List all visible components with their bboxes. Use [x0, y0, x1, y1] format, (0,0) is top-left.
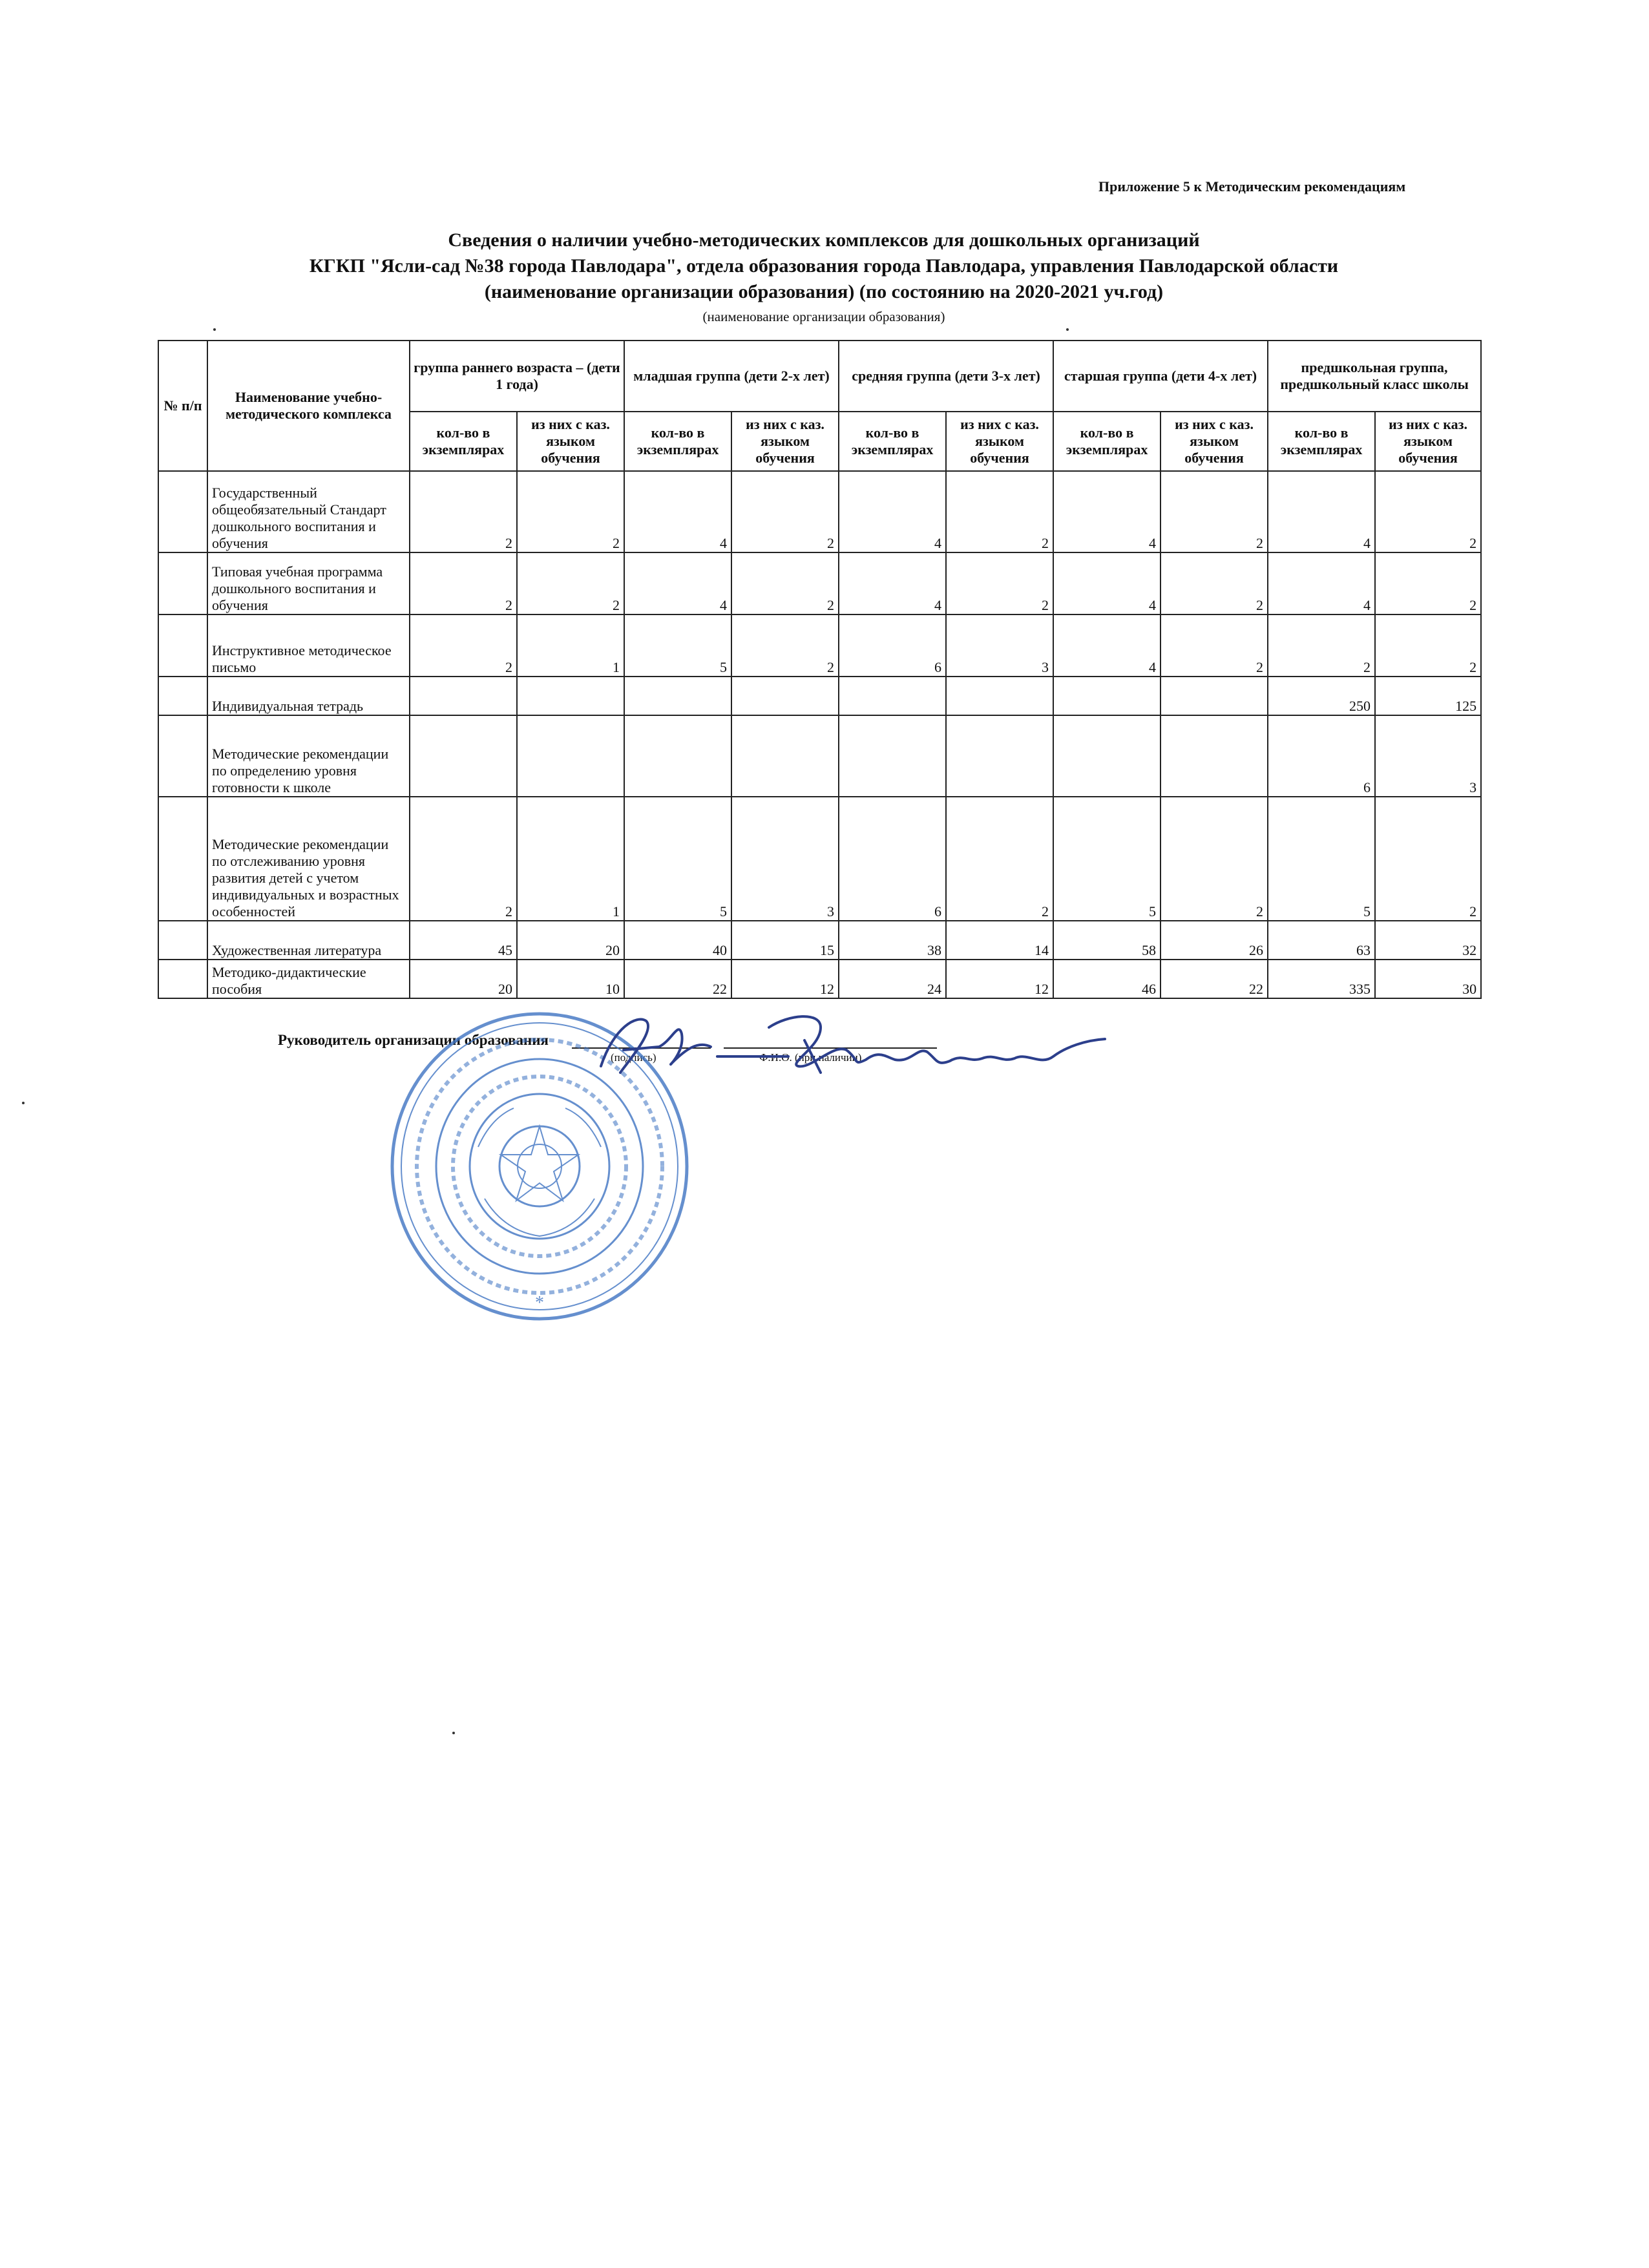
- title-line-3: (наименование организации образования) (по состоянию на 2020-2021 уч.год): [484, 281, 1164, 302]
- cell-name: Художественная литература: [207, 921, 410, 960]
- header-kaz: из них с каз. языком обучения: [1161, 412, 1268, 471]
- cell-count: 250: [1268, 677, 1375, 715]
- signature-label: Руководитель организации образования: [278, 1032, 549, 1048]
- cell-count: 4: [1268, 471, 1375, 552]
- cell-count: 2: [410, 797, 517, 921]
- cell-count: 4: [1053, 471, 1161, 552]
- cell-kaz: 3: [946, 614, 1053, 677]
- header-kaz: из них с каз. языком обучения: [946, 412, 1053, 471]
- cell-kaz: 32: [1375, 921, 1481, 960]
- cell-name: Методико-дидактические пособия: [207, 960, 410, 998]
- cell-kaz: [946, 715, 1053, 797]
- header-count: кол-во в экземплярах: [624, 412, 731, 471]
- cell-kaz: 2: [1161, 552, 1268, 614]
- cell-kaz: [517, 677, 624, 715]
- cell-count: 22: [624, 960, 731, 998]
- cell-kaz: 2: [1375, 552, 1481, 614]
- header-kaz: из них с каз. языком обучения: [1375, 412, 1481, 471]
- cell-count: [1053, 715, 1161, 797]
- cell-kaz: 2: [517, 471, 624, 552]
- cell-kaz: 2: [1161, 614, 1268, 677]
- cell-count: [839, 677, 946, 715]
- table-row: [158, 797, 1481, 921]
- cell-kaz: 12: [731, 960, 839, 998]
- header-count: кол-во в экземплярах: [1053, 412, 1161, 471]
- header-count: кол-во в экземплярах: [410, 412, 517, 471]
- title-subcaption: (наименование организации образования): [702, 309, 945, 324]
- cell-kaz: 1: [517, 797, 624, 921]
- cell-name: Индивидуальная тетрадь: [207, 677, 410, 715]
- signature-caption: (подпись): [611, 1051, 656, 1064]
- cell-name: Методические рекомендации по отслеживанию уровня развития детей с учетом индивидуальных и возрастных особенностей: [207, 797, 410, 921]
- cell-kaz: 22: [1161, 960, 1268, 998]
- cell-num: [158, 960, 207, 998]
- cell-kaz: [1161, 677, 1268, 715]
- cell-num: [158, 921, 207, 960]
- cell-count: 5: [1053, 797, 1161, 921]
- table-body: [158, 471, 1481, 998]
- header-group: группа раннего возраста – (дети 1 года): [410, 341, 624, 412]
- cell-count: [410, 677, 517, 715]
- cell-kaz: [1161, 715, 1268, 797]
- cell-kaz: 2: [1375, 471, 1481, 552]
- cell-num: [158, 677, 207, 715]
- cell-kaz: 2: [946, 797, 1053, 921]
- header-name: Наименование учебно-методического комплекса: [207, 341, 410, 471]
- header-group: предшкольная группа, предшкольный класс школы: [1268, 341, 1481, 412]
- cell-kaz: [946, 677, 1053, 715]
- table-row: [158, 552, 1481, 614]
- cell-kaz: 10: [517, 960, 624, 998]
- cell-kaz: 2: [731, 614, 839, 677]
- cell-count: 4: [624, 552, 731, 614]
- cell-count: 5: [624, 797, 731, 921]
- table-row: [158, 471, 1481, 552]
- table-header-row-groups: [158, 341, 1481, 412]
- cell-kaz: 12: [946, 960, 1053, 998]
- cell-kaz: 15: [731, 921, 839, 960]
- cell-count: [1053, 677, 1161, 715]
- cell-kaz: 2: [1161, 471, 1268, 552]
- cell-count: 58: [1053, 921, 1161, 960]
- cell-count: 4: [1053, 614, 1161, 677]
- cell-kaz: 14: [946, 921, 1053, 960]
- cell-count: 335: [1268, 960, 1375, 998]
- cell-count: 2: [410, 614, 517, 677]
- cell-count: 4: [624, 471, 731, 552]
- cell-num: [158, 471, 207, 552]
- header-group: младшая группа (дети 2-х лет): [624, 341, 839, 412]
- header-group: старшая группа (дети 4-х лет): [1053, 341, 1268, 412]
- table-row: [158, 614, 1481, 677]
- cell-count: [624, 715, 731, 797]
- cell-kaz: 2: [1161, 797, 1268, 921]
- cell-kaz: 3: [731, 797, 839, 921]
- cell-kaz: 2: [731, 471, 839, 552]
- cell-num: [158, 715, 207, 797]
- cell-num: [158, 552, 207, 614]
- cell-num: [158, 614, 207, 677]
- cell-kaz: 20: [517, 921, 624, 960]
- cell-kaz: 1: [517, 614, 624, 677]
- cell-kaz: 2: [1375, 614, 1481, 677]
- cell-count: 40: [624, 921, 731, 960]
- table-row: [158, 960, 1481, 998]
- header-count: кол-во в экземплярах: [839, 412, 946, 471]
- cell-count: 5: [624, 614, 731, 677]
- cell-count: 46: [1053, 960, 1161, 998]
- cell-count: 6: [839, 614, 946, 677]
- scan-speck: [1066, 328, 1069, 331]
- cell-kaz: 2: [731, 552, 839, 614]
- cell-kaz: 26: [1161, 921, 1268, 960]
- table-row: [158, 677, 1481, 715]
- table-row: [158, 921, 1481, 960]
- cell-kaz: [731, 677, 839, 715]
- cell-count: 63: [1268, 921, 1375, 960]
- header-kaz: из них с каз. языком обучения: [517, 412, 624, 471]
- cell-kaz: 125: [1375, 677, 1481, 715]
- document-title: [168, 227, 1480, 326]
- cell-kaz: 2: [946, 552, 1053, 614]
- handwritten-signature: [575, 1002, 1131, 1092]
- header-num: № п/п: [158, 341, 207, 471]
- cell-count: 4: [839, 552, 946, 614]
- title-line-2: КГКП "Ясли-сад №38 города Павлодара", отдела образования города Павлодара, управления Павлодарской области: [309, 255, 1339, 277]
- cell-count: 6: [1268, 715, 1375, 797]
- cell-kaz: [517, 715, 624, 797]
- cell-kaz: 2: [1375, 797, 1481, 921]
- cell-count: 2: [410, 471, 517, 552]
- cell-kaz: 2: [946, 471, 1053, 552]
- cell-count: 20: [410, 960, 517, 998]
- cell-count: [410, 715, 517, 797]
- cell-count: 5: [1268, 797, 1375, 921]
- appendix-label: Приложение 5 к Методическим рекомендациям: [1098, 178, 1406, 194]
- cell-count: 38: [839, 921, 946, 960]
- cell-count: [624, 677, 731, 715]
- header-count: кол-во в экземплярах: [1268, 412, 1375, 471]
- scan-speck: [213, 328, 216, 331]
- title-line-1: Сведения о наличии учебно-методических комплексов для дошкольных организаций: [448, 229, 1200, 251]
- cell-kaz: [731, 715, 839, 797]
- scan-speck: [452, 1732, 455, 1734]
- cell-count: 45: [410, 921, 517, 960]
- table-row: [158, 715, 1481, 797]
- cell-count: 4: [1053, 552, 1161, 614]
- cell-count: [839, 715, 946, 797]
- cell-name: Инструктивное методическое письмо: [207, 614, 410, 677]
- cell-name: Методические рекомендации по определению уровня готовности к школе: [207, 715, 410, 797]
- cell-count: 24: [839, 960, 946, 998]
- cell-name: Типовая учебная программа дошкольного воспитания и обучения: [207, 552, 410, 614]
- cell-count: 2: [410, 552, 517, 614]
- cell-count: 4: [1268, 552, 1375, 614]
- cell-count: 6: [839, 797, 946, 921]
- cell-count: 2: [1268, 614, 1375, 677]
- svg-text:*: *: [535, 1293, 544, 1313]
- scan-speck: [22, 1102, 25, 1104]
- cell-kaz: 30: [1375, 960, 1481, 998]
- cell-kaz: 3: [1375, 715, 1481, 797]
- cell-name: Государственный общеобязательный Стандарт дошкольного воспитания и обучения: [207, 471, 410, 552]
- cell-count: 4: [839, 471, 946, 552]
- header-group: средняя группа (дети 3-х лет): [839, 341, 1053, 412]
- cell-kaz: 2: [517, 552, 624, 614]
- umk-table: [158, 340, 1482, 999]
- name-caption: Ф.И.О. (при наличии): [759, 1051, 862, 1064]
- cell-num: [158, 797, 207, 921]
- header-kaz: из них с каз. языком обучения: [731, 412, 839, 471]
